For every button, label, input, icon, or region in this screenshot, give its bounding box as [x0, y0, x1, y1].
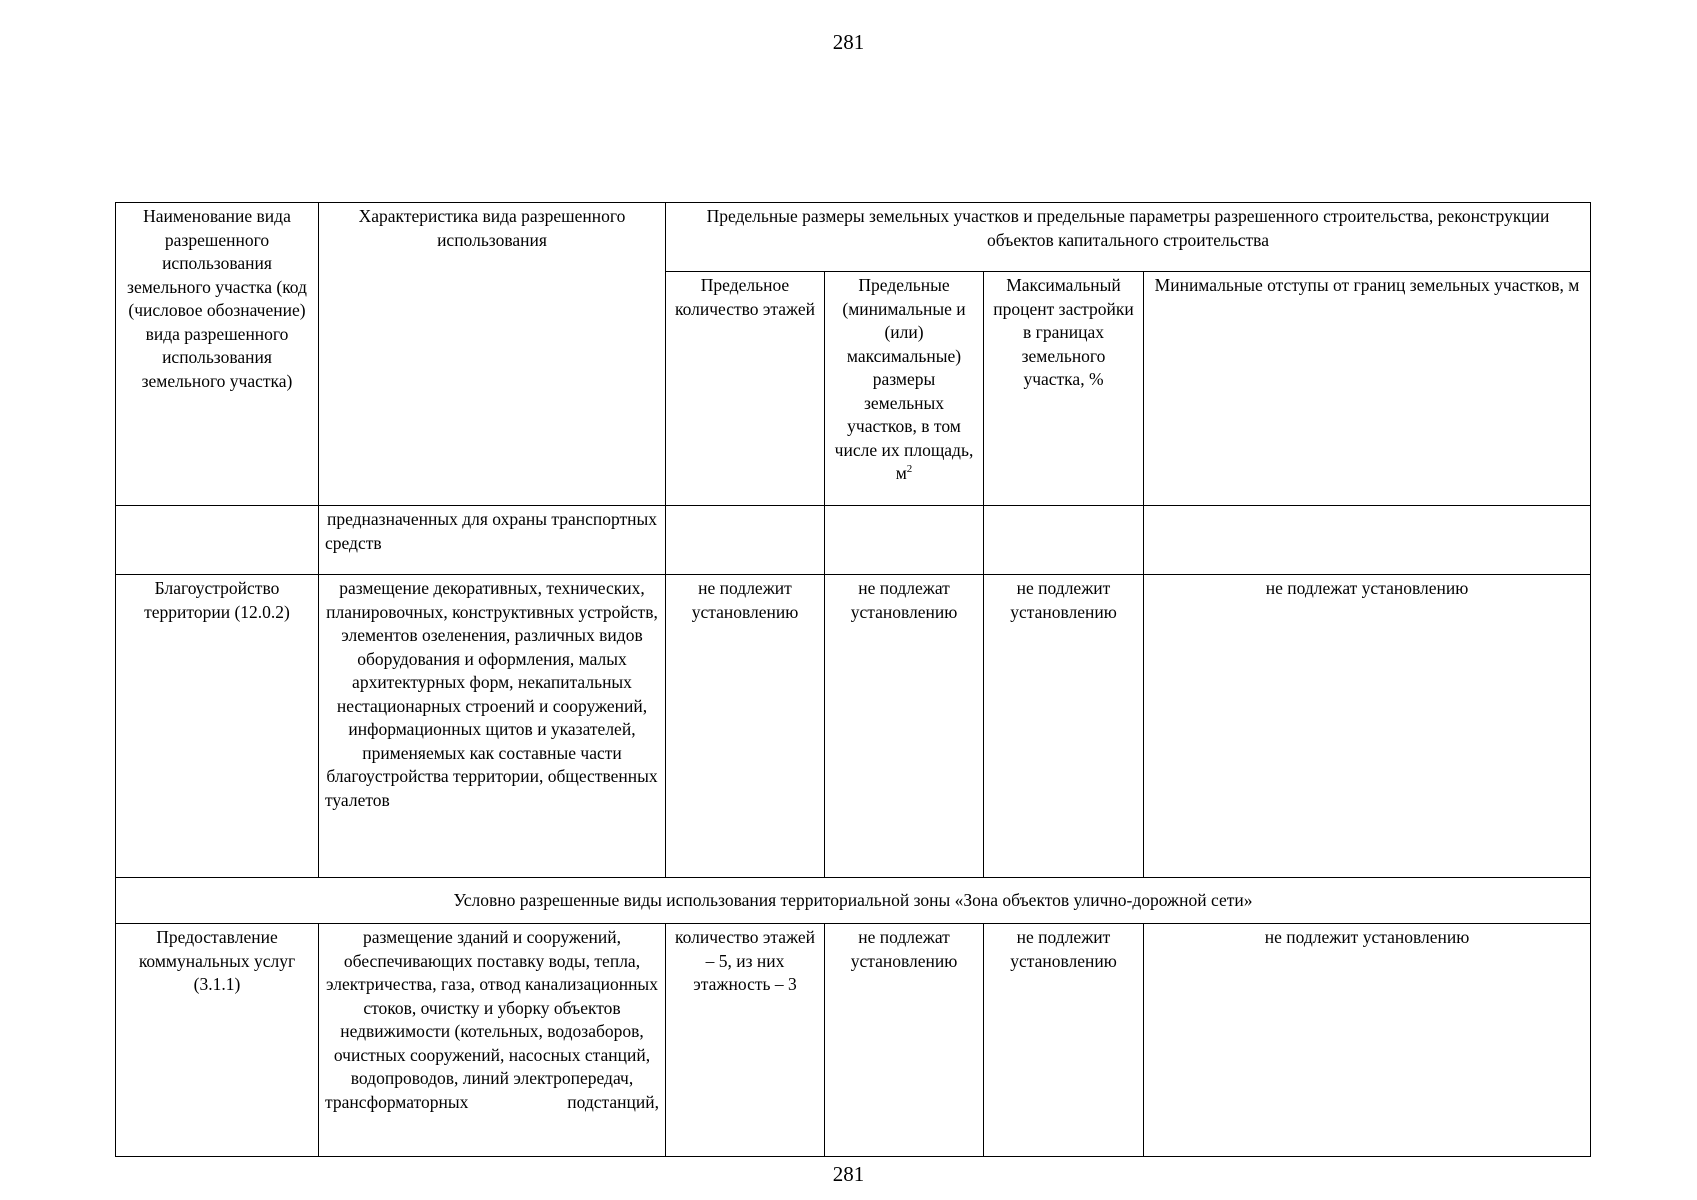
cell-setback: не подлежат установлению [1144, 575, 1591, 878]
cell-setback: не подлежит установлению [1144, 924, 1591, 1157]
header-name: Наименование вида разрешенного использования земельного участка (код (числовое обозначение) вида разрешенного использования земельного участка) [116, 203, 319, 506]
cell-percent: не подлежит установлению [984, 924, 1144, 1157]
cell-floors [666, 506, 825, 575]
cell-size: не подлежат установлению [825, 924, 984, 1157]
cell-name [116, 506, 319, 575]
cell-name: Предоставление коммунальных услуг (3.1.1) [116, 924, 319, 1157]
cell-size: не подлежат установлению [825, 575, 984, 878]
cell-characteristic: размещение зданий и сооружений, обеспечивающих поставку воды, тепла, электричества, газа, отвод канализационных стоков, очистку и уборку объектов недвижимости (котельных, водозаборов, очистных сооружений, насосных станций, водопроводов, линий электропередач, трансформаторных подстанций, [319, 924, 666, 1157]
table-row [116, 506, 1591, 575]
cell-percent: не подлежит установлению [984, 575, 1144, 878]
header-characteristic: Характеристика вида разрешенного использования [319, 203, 666, 506]
header-size: Предельные (минимальные и (или) максимальные) размеры земельных участков, в том числе их площадь, $м^2$ [825, 272, 984, 506]
header-limits: Предельные размеры земельных участков и предельные параметры разрешенного строительства, реконструкции объектов капитального строительства [666, 203, 1591, 272]
cell-characteristic: размещение декоративных, технических, планировочных, конструктивных устройств, элементов озеленения, различных видов оборудования и оформления, малых архитектурных форм, некапитальных нестационарных строений и сооружений, информационных щитов и указателей, применяемых как составные части благоустройства территории, общественных туалетов [319, 575, 666, 878]
table-row [116, 924, 1591, 1157]
section-row [116, 878, 1591, 924]
page-number-bottom: 281 [832, 1162, 865, 1186]
table-row [116, 575, 1591, 878]
section-title: Условно разрешенные виды использования территориальной зоны «Зона объектов улично-дорожной сети» [116, 878, 1591, 924]
zoning-table [115, 202, 1591, 1157]
cell-setback [1144, 506, 1591, 575]
cell-characteristic: предназначенных для охраны транспортных средств [319, 506, 666, 575]
cell-percent [984, 506, 1144, 575]
header-percent: Максимальный процент застройки в границах земельного участка, % [984, 272, 1144, 506]
cell-floors: количество этажей – 5, из них этажность – 3 [666, 924, 825, 1157]
cell-size [825, 506, 984, 575]
cell-name: Благоустройство территории (12.0.2) [116, 575, 319, 878]
header-floors: Предельное количество этажей [666, 272, 825, 506]
page-number-top: 281 [832, 30, 865, 54]
header-setback: Минимальные отступы от границ земельных участков, м [1144, 272, 1591, 506]
cell-floors: не подлежит установлению [666, 575, 825, 878]
